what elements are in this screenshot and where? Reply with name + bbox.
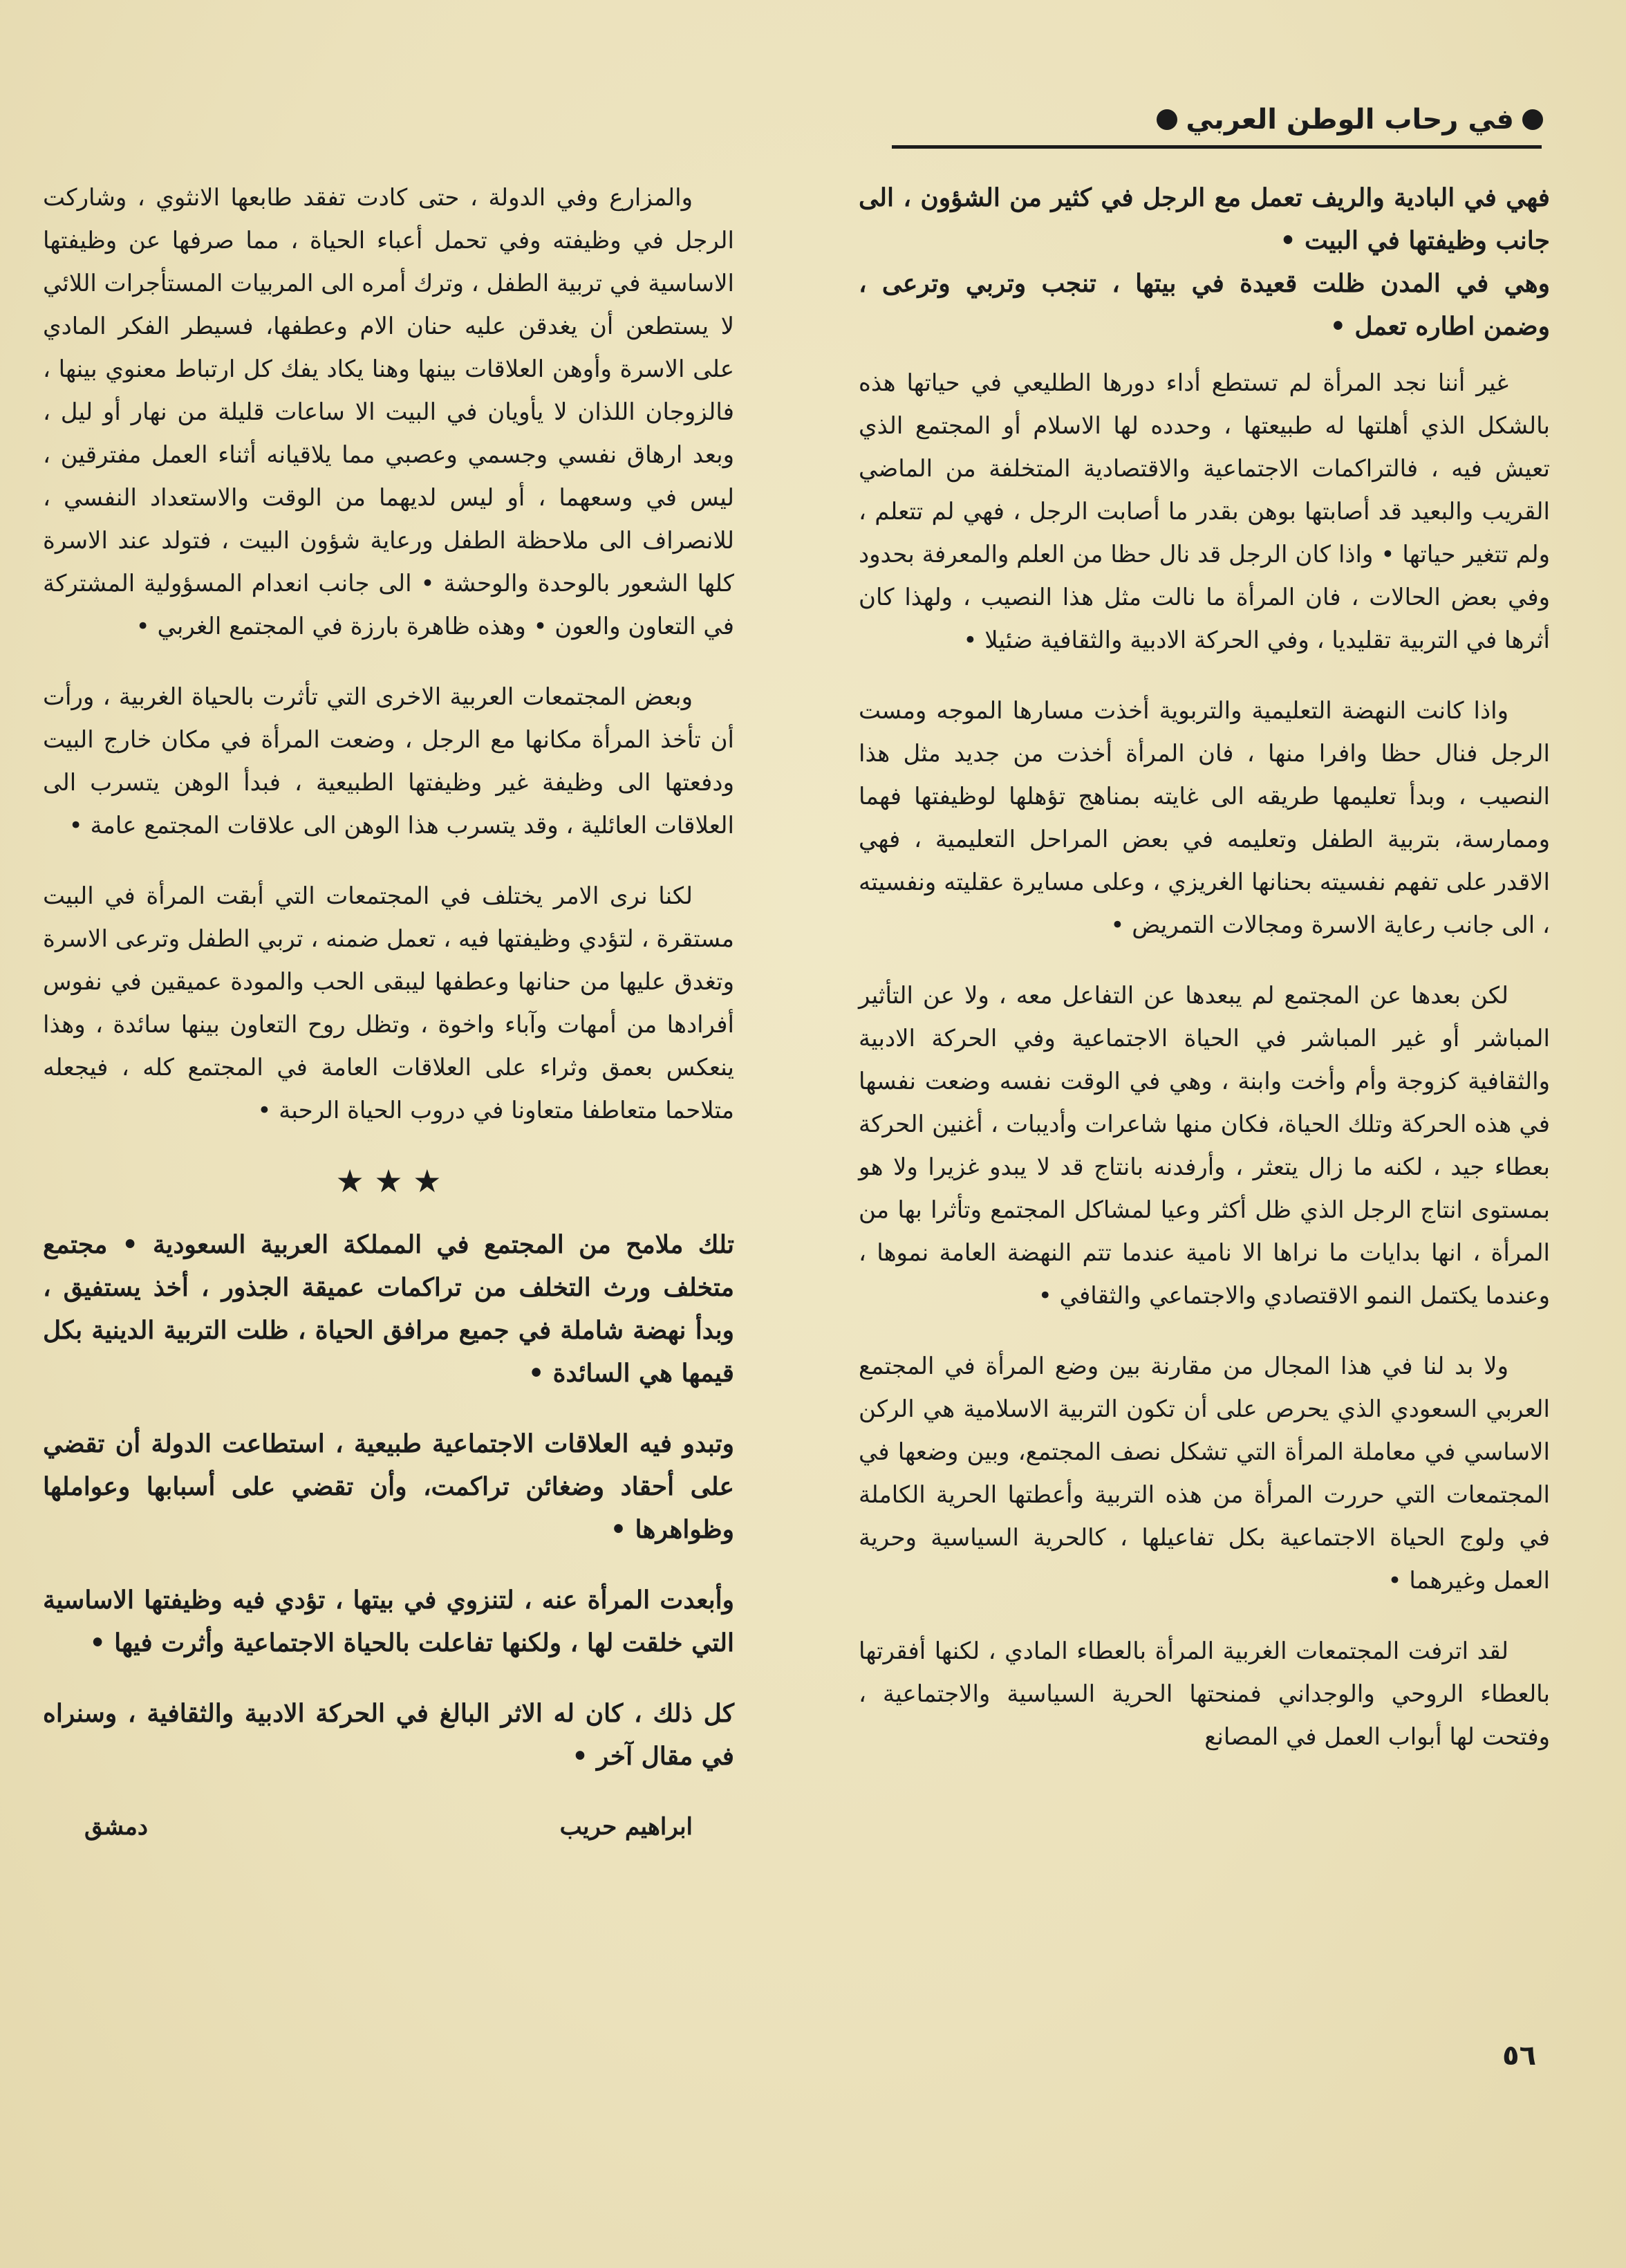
- body-paragraph: ولا بد لنا في هذا المجال من مقارنة بين وضع المرأة في المجتمع العربي السعودي الذي يحرص على أن تكون التربية الاسلامية هي الركن الاساسي في معاملة المرأة التي تشكل نصف المجتمع، وبين وضعها في المجتمعات التي حررت المرأة من هذه التربية وأعطتها الحرية الكاملة في ولوج الحياة الاجتماعية بكل تفاعيلها ، كالحرية السياسية وحرية العمل وغيرهما •: [859, 1353, 1550, 1595]
- page-number: ٥٦: [1502, 2040, 1536, 2072]
- closing-paragraph: كل ذلك ، كان له الاثر البالغ في الحركة الادبية والثقافية ، وسنراه في مقال آخر •: [43, 1699, 734, 1771]
- intro-paragraph: فهي في البادية والريف تعمل مع الرجل في كثير من الشؤون ، الى جانب وظيفتها في البيت •: [859, 183, 1550, 255]
- body-paragraph: غير أننا نجد المرأة لم تستطع أداء دورها الطليعي في حياتها هذه بالشكل الذي أهلتها له طبيعتها ، وحدده لها الاسلام أو المجتمع الذي تعيش فيه ، فالتراكمات الاجتماعية والاقتصادية المتخلفة من الماضي القريب والبعيد قد أصابتها بوهن بقدر ما أصابت الرجل ، فهي لم تتعلم ، ولم تتغير حياتها • واذا كان الرجل قد نال حظا من العلم والمعرفة بحدود وفي بعض الحالات ، فان المرأة ما نالت مثل هذا النصيب ، ولهذا كان أثرها في التربية تقليديا ، وفي الحركة الادبية والثقافية ضئيلا •: [859, 369, 1550, 654]
- bullet-icon: [1522, 109, 1543, 130]
- body-paragraph: واذا كانت النهضة التعليمية والتربوية أخذت مسارها الموجه ومست الرجل فنال حظا وافرا منها ، فان المرأة أخذت من جديد مثل هذا النصيب ، وبدأ تعليمها طريقه الى غايته بمناهج تؤهلها لوظيفتها فهما وممارسة، بتربية الطفل وتعليمه في بعض المراحل التعليمية ، فهي الاقدر على تفهم نفسيته بحنانها الغريزي ، وعلى مسايرة عقليته ونفسيته ، الى جانب رعاية الاسرة ومجالات التمريض •: [859, 697, 1551, 939]
- author-name: ابراهيم حريب: [559, 1813, 693, 1841]
- body-paragraph: لقد اترفت المجتمعات الغربية المرأة بالعطاء المادي ، لكنها أفقرتها بالعطاء الروحي والوجداني فمنحتها الحرية السياسية والاجتماعية ، وفتحت لها أبواب العمل في المصانع: [859, 1637, 1550, 1751]
- closing-paragraph: وتبدو فيه العلاقات الاجتماعية طبيعية ، استطاعت الدولة أن تقضي على أحقاد وضغائن تراكمت، وأن تقضي على أسبابها وعواملها وظواهرها •: [43, 1429, 734, 1544]
- running-header: [1157, 104, 1543, 136]
- body-paragraph: والمزارع وفي الدولة ، حتى كادت تفقد طابعها الانثوي ، وشاركت الرجل في وظيفته وفي تحمل أعباء الحياة ، مما صرفها عن وظيفتها الاساسية في تربية الطفل ، وترك أمره الى المربيات المستأجرات اللائي لا يستطعن أن يغدقن عليه حنان الام وعطفها، فسيطر الفكر المادي على الاسرة وأوهن العلاقات بينها وهنا يكاد يفك كل ارتباط معنوي بينها ، فالزوجان اللذان لا يأويان في البيت الا ساعات قليلة من نهار أو ليل ، وبعد ارهاق نفسي وجسمي وعصبي مما يلاقيانه أثناء العمل مفترقين ، ليس في وسعهما ، أو ليس لديهما من الوقت والاستعداد النفسي ، للانصراف الى ملاحظة الطفل ورعاية شؤون البيت ، فتولد عند الاسرة كلها الشعور بالوحدة والوحشة • الى جانب انعدام المسؤولية المشتركة في التعاون والعون • وهذه ظاهرة بارزة في المجتمع الغربي •: [42, 184, 734, 640]
- closing-paragraph: تلك ملامح من المجتمع في المملكة العربية السعودية • مجتمع متخلف ورث التخلف من تراكمات عميقة الجذور ، أخذ يستفيق ، وبدأ نهضة شاملة في جميع مرافق الحياة ، ظلت التربية الدينية بكل قيمها هي السائدة •: [43, 1230, 734, 1388]
- intro-paragraph: وهي في المدن ظلت قعيدة في بيتها ، تنجب وتربي وترعى ، وضمن اطاره تعمل •: [859, 269, 1550, 341]
- section-title: في رحاب الوطن العربي: [1186, 104, 1514, 136]
- body-paragraph: لكن بعدها عن المجتمع لم يبعدها عن التفاعل معه ، ولا عن التأثير المباشر أو غير المباشر في الحياة الاجتماعية وفي الحركة الادبية والثقافية كزوجة وأم وأخت وابنة ، وهي في الوقت نفسه وضعت نفسها في هذه الحركة وتلك الحياة، فكان منها شاعرات وأديبات ، أغنين الحركة بعطاء جيد ، لكنه ما زال يتعثر ، وأرفدنه بانتاج قد لا يبدو غزيرا ولا هو بمستوى انتاج الرجل الذي ظل أكثر وعيا لمشاكل المجتمع وتأثرا بها من المرأة ، انها بدايات ما نراها الا نامية عندما تتم النهضة العامة نموها ، وعندما يكتمل النمو الاقتصادي والاجتماعي والثقافي •: [859, 982, 1550, 1310]
- section-divider-stars: ★ ★ ★: [335, 1162, 442, 1200]
- body-paragraph: وبعض المجتمعات العربية الاخرى التي تأثرت بالحياة الغربية ، ورأت أن تأخذ المرأة مكانها مع الرجل ، وضعت المرأة في مكان خارج البيت ودفعتها الى وظيفة غير وظيفتها الطبيعية ، فبدأ الوهن يتسرب الى العلاقات العائلية ، وقد يتسرب هذا الوهن الى علاقات المجتمع عامة •: [43, 683, 734, 839]
- body-paragraph: لكنا نرى الامر يختلف في المجتمعات التي أبقت المرأة في البيت مستقرة ، لتؤدي وظيفتها فيه ، تعمل ضمنه ، تربي الطفل وترعى الاسرة وتغدق عليها من حنانها وعطفها ليبقى الحب والمودة عميقين في نفوس أفرادها من أمهات وآباء واخوة ، وتظل روح التعاون بينها سائدة ، وهذا ينعكس بعمق وثراء على العلاقات العامة في المجتمع كله ، فيجعله متلاحما متعاطفا متعاونا في دروب الحياة الرحبة •: [43, 882, 734, 1124]
- byline: [43, 1805, 734, 1848]
- author-place: دمشق: [84, 1813, 149, 1841]
- right-column: [859, 176, 1550, 1786]
- header-rule: [892, 145, 1542, 149]
- closing-paragraph: وأبعدت المرأة عنه ، لتنزوي في بيتها ، تؤدي فيه وظيفتها الاساسية التي خلقت لها ، ولكنها تفاعلت بالحياة الاجتماعية وأثرت فيها •: [43, 1586, 734, 1657]
- left-column: [43, 176, 734, 1848]
- intro-block: [859, 176, 1550, 348]
- bullet-icon: [1157, 109, 1177, 130]
